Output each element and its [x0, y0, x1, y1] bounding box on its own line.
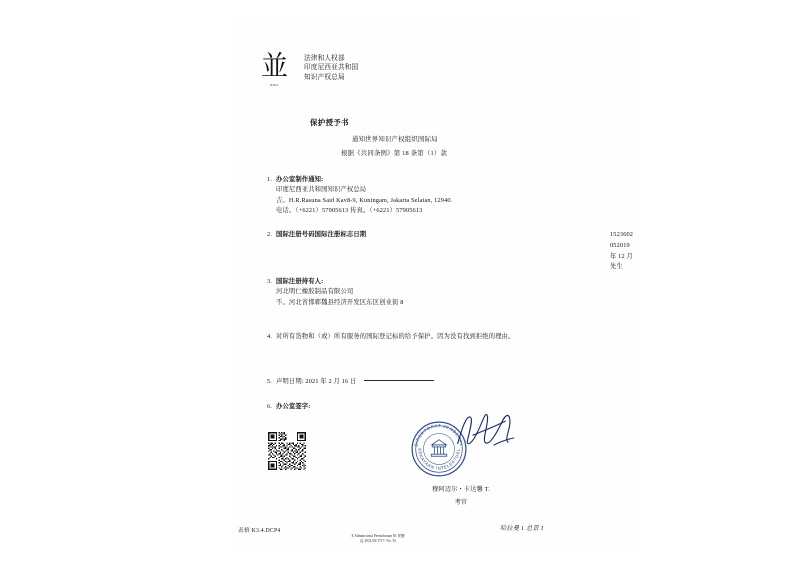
office-address-line-1: 印度尼西亚共和国知识产权总局 [276, 186, 367, 194]
section-heading: 办公室签字: [276, 403, 311, 410]
signer-block [406, 484, 516, 506]
section-heading: 国际注册号码国际注册标志日期 [276, 231, 367, 238]
section-number: 4. [266, 333, 272, 340]
protection-statement-text: 对所有货物和（或）所有服务的国际登记标的给予保护。因为没有找到拒绝的理由。 [276, 333, 515, 340]
footer-stamp-line-2: 直 2021/03/1717: No. 55 [359, 539, 397, 544]
djki-logo [252, 52, 296, 88]
section-number: 3. [266, 278, 272, 285]
logo-glyph: 並 [261, 51, 287, 82]
ministry-line-3: 知识产权总局 [304, 73, 345, 81]
section-office-signature [258, 402, 618, 412]
signature-icon [452, 408, 522, 454]
section-registration-number [258, 230, 634, 271]
holder-name: 河北明仁橡胶制品有限公司 [276, 288, 354, 296]
handwritten-signature [452, 408, 522, 454]
section-heading: 国际注册持有人: [276, 278, 324, 285]
declaration-date-rule [364, 380, 434, 381]
footer-stamp [318, 534, 438, 545]
registration-extra: 先生 [610, 263, 623, 271]
ministry-heading [304, 52, 358, 82]
subtitle-line-1: 通知世界知识产权组织国际局 [352, 136, 438, 143]
registration-date: 052019 年 12 月 [610, 241, 633, 260]
qr-code [268, 432, 306, 470]
section-number: 6. [266, 403, 272, 410]
seal-top-text: DIREKTORAT JENDERAL [413, 423, 465, 447]
seal-bottom-text: KEKAYAAN INTELEKTUAL [417, 448, 461, 471]
declaration-date-label: 声明日期: [276, 378, 304, 385]
page-title: 保护授予书 [310, 118, 349, 127]
office-address-line-2: 吉。H.R.Rasuna Said Kav8-9, Kuningam, Jakarta Selatan, 12940. [276, 196, 453, 204]
section-number: 2. [266, 231, 272, 238]
signer-name: 穆阿迈尔・卡达馨 T. [431, 486, 491, 493]
registration-number: 1523602 [610, 231, 634, 238]
registration-values [610, 230, 633, 273]
section-declaration-date [258, 377, 618, 387]
ministry-line-2: 印度尼西亚共和国 [304, 64, 359, 72]
qr-code-icon [268, 432, 306, 470]
holder-address: 不。河北省邯郸魏县经济开发区东区创业街 8 [276, 298, 404, 306]
section-number: 5. [266, 378, 272, 385]
office-contact-line: 电话。（+6221）57905613 传真。（+6221）57905613 [276, 207, 423, 215]
section-heading: 办公室制作通知: [276, 176, 324, 183]
footer-page-number: 哈拉曼 1 总景 1 [500, 525, 544, 532]
footer-stamp-line-1: E Administrasi Permohonan 83 景響 [351, 534, 405, 538]
subtitle-line-2: 根据《共同条例》第 18 条第（1）款 [341, 150, 448, 157]
logo-caption: DJKI [269, 83, 279, 87]
section-office-notice [258, 175, 618, 217]
declaration-date-value: 2021 年 2 月 16 日 [305, 378, 357, 385]
section-number: 1. [266, 176, 272, 183]
ministry-line-1: 法律和人权部 [304, 55, 345, 62]
footer-form-code: 表格 K3.4.DCP4 [238, 528, 281, 534]
section-protection-statement [258, 332, 618, 342]
signer-role: 考官 [454, 500, 468, 506]
document-header [252, 52, 358, 88]
section-holder [258, 277, 618, 308]
